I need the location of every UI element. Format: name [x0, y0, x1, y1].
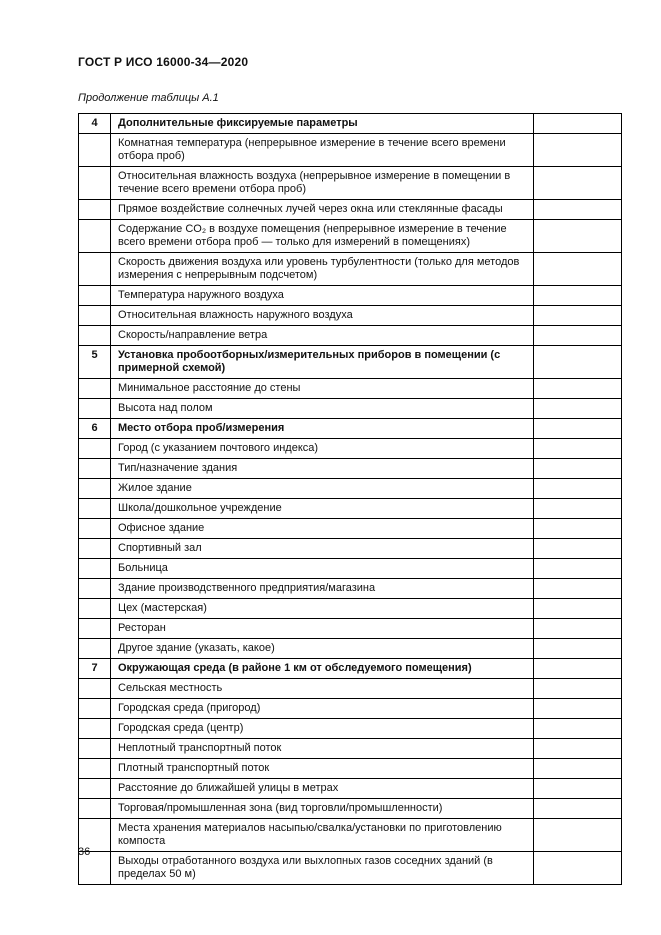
row-text-cell: Цех (мастерская): [111, 599, 534, 619]
spec-table-body: [79, 114, 622, 885]
row-number-cell: [79, 286, 111, 306]
row-value-cell: [534, 619, 622, 639]
row-value-cell: [534, 459, 622, 479]
row-text-cell: Город (с указанием почтового индекса): [111, 439, 534, 459]
table-row: [79, 134, 622, 167]
row-text-cell: Городская среда (пригород): [111, 699, 534, 719]
row-text-cell: Температура наружного воздуха: [111, 286, 534, 306]
row-text-cell: Относительная влажность воздуха (непрерывное измерение в помещении в течение всего времени отбора проб): [111, 167, 534, 200]
row-text-cell: Школа/дошкольное учреждение: [111, 499, 534, 519]
row-text-cell: Скорость/направление ветра: [111, 326, 534, 346]
row-text-cell: Окружающая среда (в районе 1 км от обследуемого помещения): [111, 659, 534, 679]
table-row: [79, 739, 622, 759]
row-number-cell: [79, 619, 111, 639]
row-text-cell: Скорость движения воздуха или уровень турбулентности (только для методов измерения с непрерывным подсчетом): [111, 253, 534, 286]
row-value-cell: [534, 399, 622, 419]
table-row: [79, 759, 622, 779]
row-number-cell: [79, 779, 111, 799]
row-text-cell: Установка пробоотборных/измерительных приборов в помещении (с примерной схемой): [111, 346, 534, 379]
table-row: [79, 499, 622, 519]
table-row: [79, 306, 622, 326]
row-value-cell: [534, 419, 622, 439]
table-row: [79, 659, 622, 679]
row-number-cell: [79, 200, 111, 220]
table-row: [79, 114, 622, 134]
row-value-cell: [534, 286, 622, 306]
row-number-cell: [79, 719, 111, 739]
row-text-cell: Дополнительные фиксируемые параметры: [111, 114, 534, 134]
row-value-cell: [534, 326, 622, 346]
row-value-cell: [534, 379, 622, 399]
row-text-cell: Больница: [111, 559, 534, 579]
row-text-cell: Высота над полом: [111, 399, 534, 419]
table-row: [79, 559, 622, 579]
row-text-cell: Городская среда (центр): [111, 719, 534, 739]
row-number-cell: [79, 499, 111, 519]
row-value-cell: [534, 852, 622, 885]
table-row: [79, 779, 622, 799]
table-row: [79, 639, 622, 659]
table-row: [79, 539, 622, 559]
row-value-cell: [534, 819, 622, 852]
table-row: [79, 419, 622, 439]
row-text-cell: Тип/назначение здания: [111, 459, 534, 479]
row-number-cell: [79, 399, 111, 419]
row-value-cell: [534, 167, 622, 200]
table-row: [79, 286, 622, 306]
row-text-cell: Ресторан: [111, 619, 534, 639]
row-value-cell: [534, 759, 622, 779]
row-number-cell: [79, 459, 111, 479]
row-number-cell: 4: [79, 114, 111, 134]
table-row: [79, 253, 622, 286]
row-number-cell: [79, 439, 111, 459]
row-text-cell: Содержание CO₂ в воздухе помещения (непрерывное измерение в течение всего времени отбора проб — только для измерений в помещениях): [111, 220, 534, 253]
row-number-cell: [79, 134, 111, 167]
row-value-cell: [534, 200, 622, 220]
table-row: [79, 326, 622, 346]
row-value-cell: [534, 346, 622, 379]
row-text-cell: Неплотный транспортный поток: [111, 739, 534, 759]
row-value-cell: [534, 639, 622, 659]
row-number-cell: [79, 306, 111, 326]
row-value-cell: [534, 659, 622, 679]
table-row: [79, 599, 622, 619]
row-number-cell: 6: [79, 419, 111, 439]
table-row: [79, 459, 622, 479]
row-number-cell: [79, 379, 111, 399]
row-value-cell: [534, 134, 622, 167]
row-text-cell: Места хранения материалов насыпью/свалка/установки по приготовлению компоста: [111, 819, 534, 852]
row-number-cell: 7: [79, 659, 111, 679]
table-row: [79, 819, 622, 852]
row-value-cell: [534, 479, 622, 499]
row-number-cell: [79, 167, 111, 200]
row-value-cell: [534, 739, 622, 759]
row-text-cell: Здание производственного предприятия/магазина: [111, 579, 534, 599]
table-continuation-caption: Продолжение таблицы А.1: [78, 92, 219, 104]
row-number-cell: [79, 253, 111, 286]
row-number-cell: [79, 759, 111, 779]
row-text-cell: Спортивный зал: [111, 539, 534, 559]
row-text-cell: Относительная влажность наружного воздуха: [111, 306, 534, 326]
row-text-cell: Другое здание (указать, какое): [111, 639, 534, 659]
row-text-cell: Прямое воздействие солнечных лучей через окна или стеклянные фасады: [111, 200, 534, 220]
document-title: ГОСТ Р ИСО 16000-34—2020: [78, 55, 249, 69]
row-number-cell: [79, 799, 111, 819]
row-value-cell: [534, 519, 622, 539]
row-number-cell: [79, 220, 111, 253]
table-row: [79, 399, 622, 419]
row-value-cell: [534, 579, 622, 599]
row-number-cell: [79, 326, 111, 346]
row-value-cell: [534, 719, 622, 739]
row-number-cell: [79, 639, 111, 659]
row-value-cell: [534, 499, 622, 519]
table-row: [79, 619, 622, 639]
row-number-cell: [79, 599, 111, 619]
row-number-cell: [79, 579, 111, 599]
row-value-cell: [534, 306, 622, 326]
row-text-cell: Комнатная температура (непрерывное измерение в течение всего времени отбора проб): [111, 134, 534, 167]
table-row: [79, 699, 622, 719]
row-value-cell: [534, 799, 622, 819]
table-row: [79, 220, 622, 253]
row-value-cell: [534, 599, 622, 619]
row-number-cell: [79, 539, 111, 559]
row-value-cell: [534, 699, 622, 719]
row-text-cell: Место отбора проб/измерения: [111, 419, 534, 439]
table-row: [79, 439, 622, 459]
row-value-cell: [534, 779, 622, 799]
row-value-cell: [534, 539, 622, 559]
table-row: [79, 799, 622, 819]
table-row: [79, 346, 622, 379]
row-value-cell: [534, 114, 622, 134]
table-row: [79, 852, 622, 885]
table-row: [79, 167, 622, 200]
page-number: 36: [78, 846, 91, 858]
row-number-cell: [79, 559, 111, 579]
table-row: [79, 679, 622, 699]
table-row: [79, 379, 622, 399]
row-value-cell: [534, 679, 622, 699]
row-text-cell: Офисное здание: [111, 519, 534, 539]
row-value-cell: [534, 220, 622, 253]
table-row: [79, 200, 622, 220]
row-number-cell: [79, 699, 111, 719]
row-text-cell: Торговая/промышленная зона (вид торговли/промышленности): [111, 799, 534, 819]
table-row: [79, 479, 622, 499]
row-text-cell: Расстояние до ближайшей улицы в метрах: [111, 779, 534, 799]
row-number-cell: [79, 519, 111, 539]
row-number-cell: 5: [79, 346, 111, 379]
row-text-cell: Выходы отработанного воздуха или выхлопных газов соседних зданий (в пределах 50 м): [111, 852, 534, 885]
row-text-cell: Плотный транспортный поток: [111, 759, 534, 779]
table-row: [79, 579, 622, 599]
row-text-cell: Минимальное расстояние до стены: [111, 379, 534, 399]
table-row: [79, 519, 622, 539]
row-number-cell: [79, 739, 111, 759]
row-value-cell: [534, 559, 622, 579]
row-value-cell: [534, 439, 622, 459]
parameters-table: [78, 113, 622, 885]
table-row: [79, 719, 622, 739]
row-text-cell: Жилое здание: [111, 479, 534, 499]
row-number-cell: [79, 679, 111, 699]
row-text-cell: Сельская местность: [111, 679, 534, 699]
row-value-cell: [534, 253, 622, 286]
row-number-cell: [79, 479, 111, 499]
